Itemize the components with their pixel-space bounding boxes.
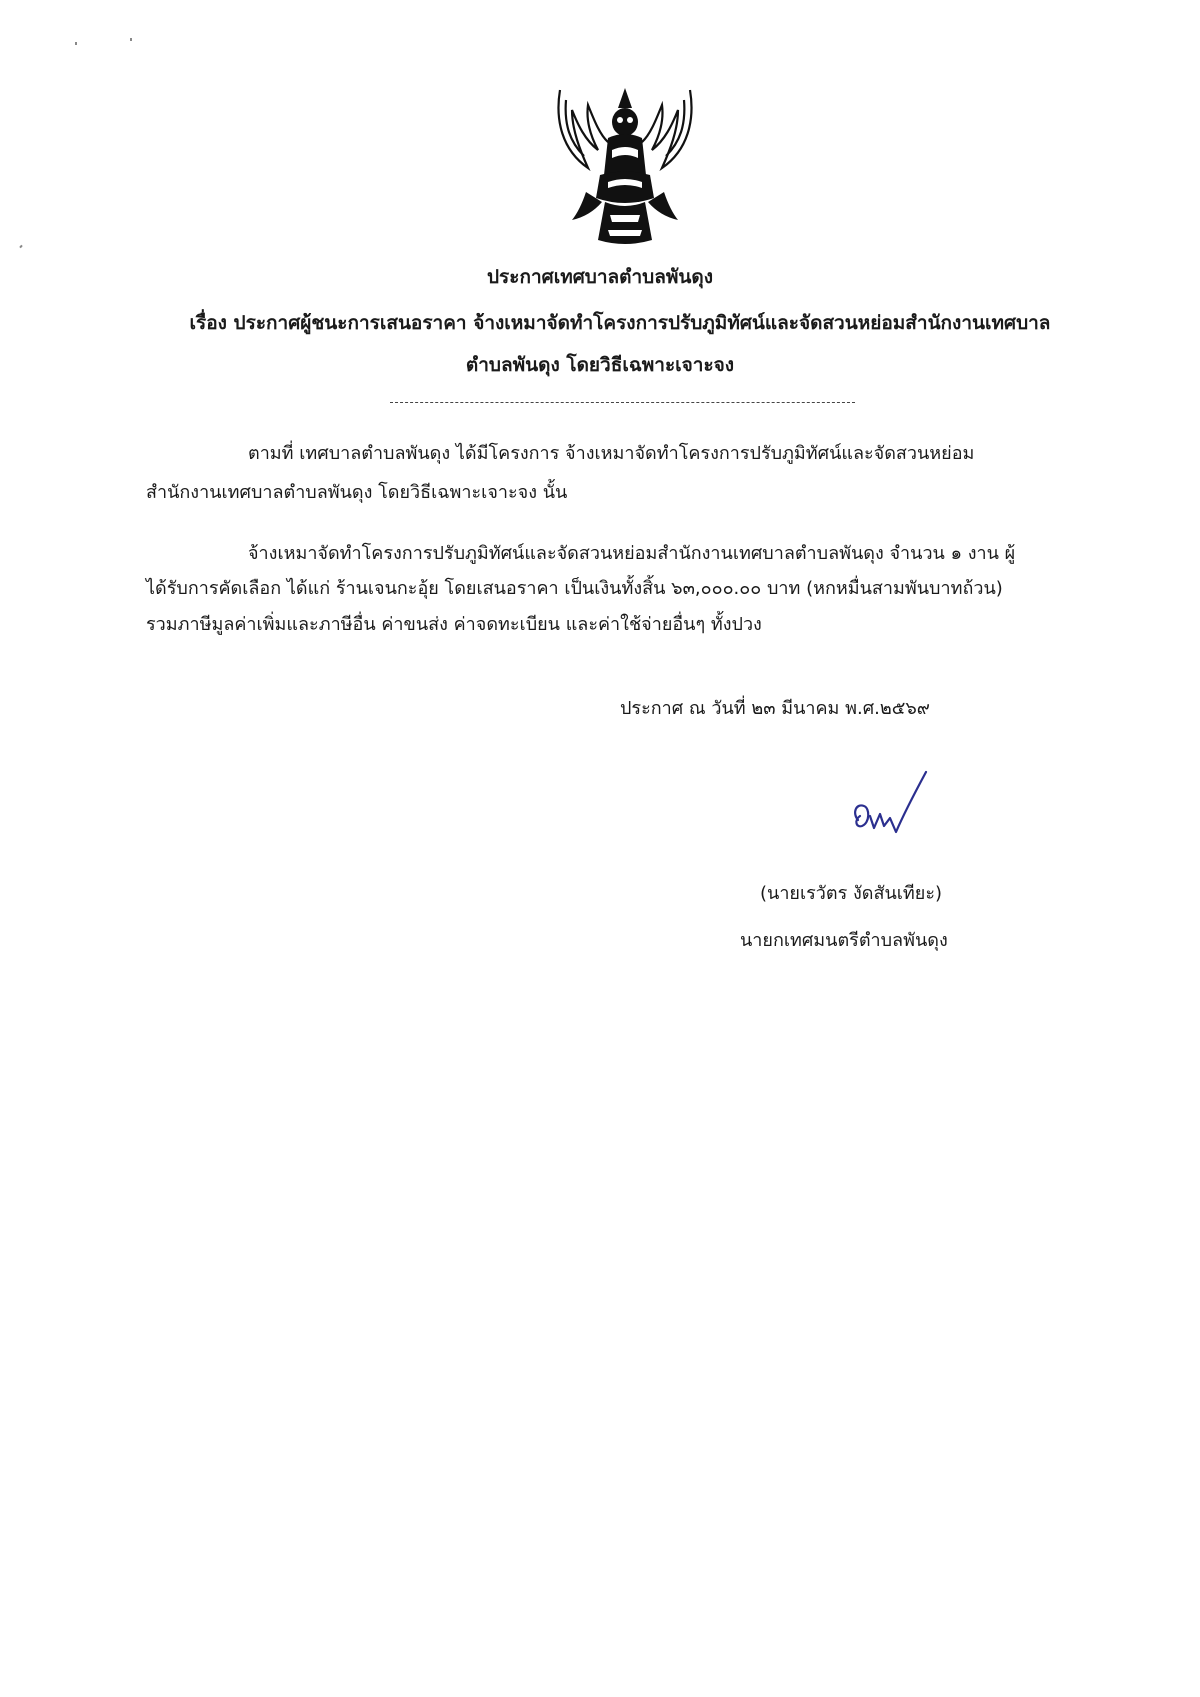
garuda-emblem-icon: [550, 80, 700, 250]
paragraph-1-line-1: ตามที่ เทศบาลตำบลพันดุง ได้มีโครงการ จ้างเหมาจัดทำโครงการปรับภูมิทัศน์และจัดสวนหย่อม: [248, 443, 975, 464]
paragraph-2-line-1: จ้างเหมาจัดทำโครงการปรับภูมิทัศน์และจัดสวนหย่อมสำนักงานเทศบาลตำบลพันดุง จำนวน ๑ งาน ผู้: [248, 543, 1016, 564]
signatory-name: (นายเรวัตร งัดสันเทียะ): [760, 883, 943, 904]
handwritten-signature-icon: [850, 768, 930, 848]
scan-speck: [130, 38, 132, 41]
scan-speck: [75, 42, 77, 45]
subject-line-1: เรื่อง ประกาศผู้ชนะการเสนอราคา จ้างเหมาจัดทำโครงการปรับภูมิทัศน์และจัดสวนหย่อมสำนักงานเทศบาล: [189, 312, 1051, 334]
paragraph-1-line-2: สำนักงานเทศบาลตำบลพันดุง โดยวิธีเฉพาะเจาะจง นั้น: [146, 482, 568, 503]
announcement-title: ประกาศเทศบาลตำบลพันดุง: [487, 266, 713, 288]
paragraph-2-line-2: ได้รับการคัดเลือก ได้แก่ ร้านเจนกะอุ้ย โดยเสนอราคา เป็นเงินทั้งสิ้น ๖๓,๐๐๐.๐๐ บาท (หกหมื่นสามพันบาทถ้วน): [146, 578, 1003, 599]
subject-line-2: ตำบลพันดุง โดยวิธีเฉพาะเจาะจง: [465, 354, 735, 376]
announcement-date: ประกาศ ณ วันที่ ๒๓ มีนาคม พ.ศ.๒๕๖๙: [620, 698, 930, 719]
scan-speck: [19, 245, 22, 249]
paragraph-2-line-3: รวมภาษีมูลค่าเพิ่มและภาษีอื่น ค่าขนส่ง ค่าจดทะเบียน และค่าใช้จ่ายอื่นๆ ทั้งปวง: [146, 614, 762, 635]
signatory-position: นายกเทศมนตรีตำบลพันดุง: [740, 930, 948, 951]
dashed-divider: [390, 402, 855, 403]
